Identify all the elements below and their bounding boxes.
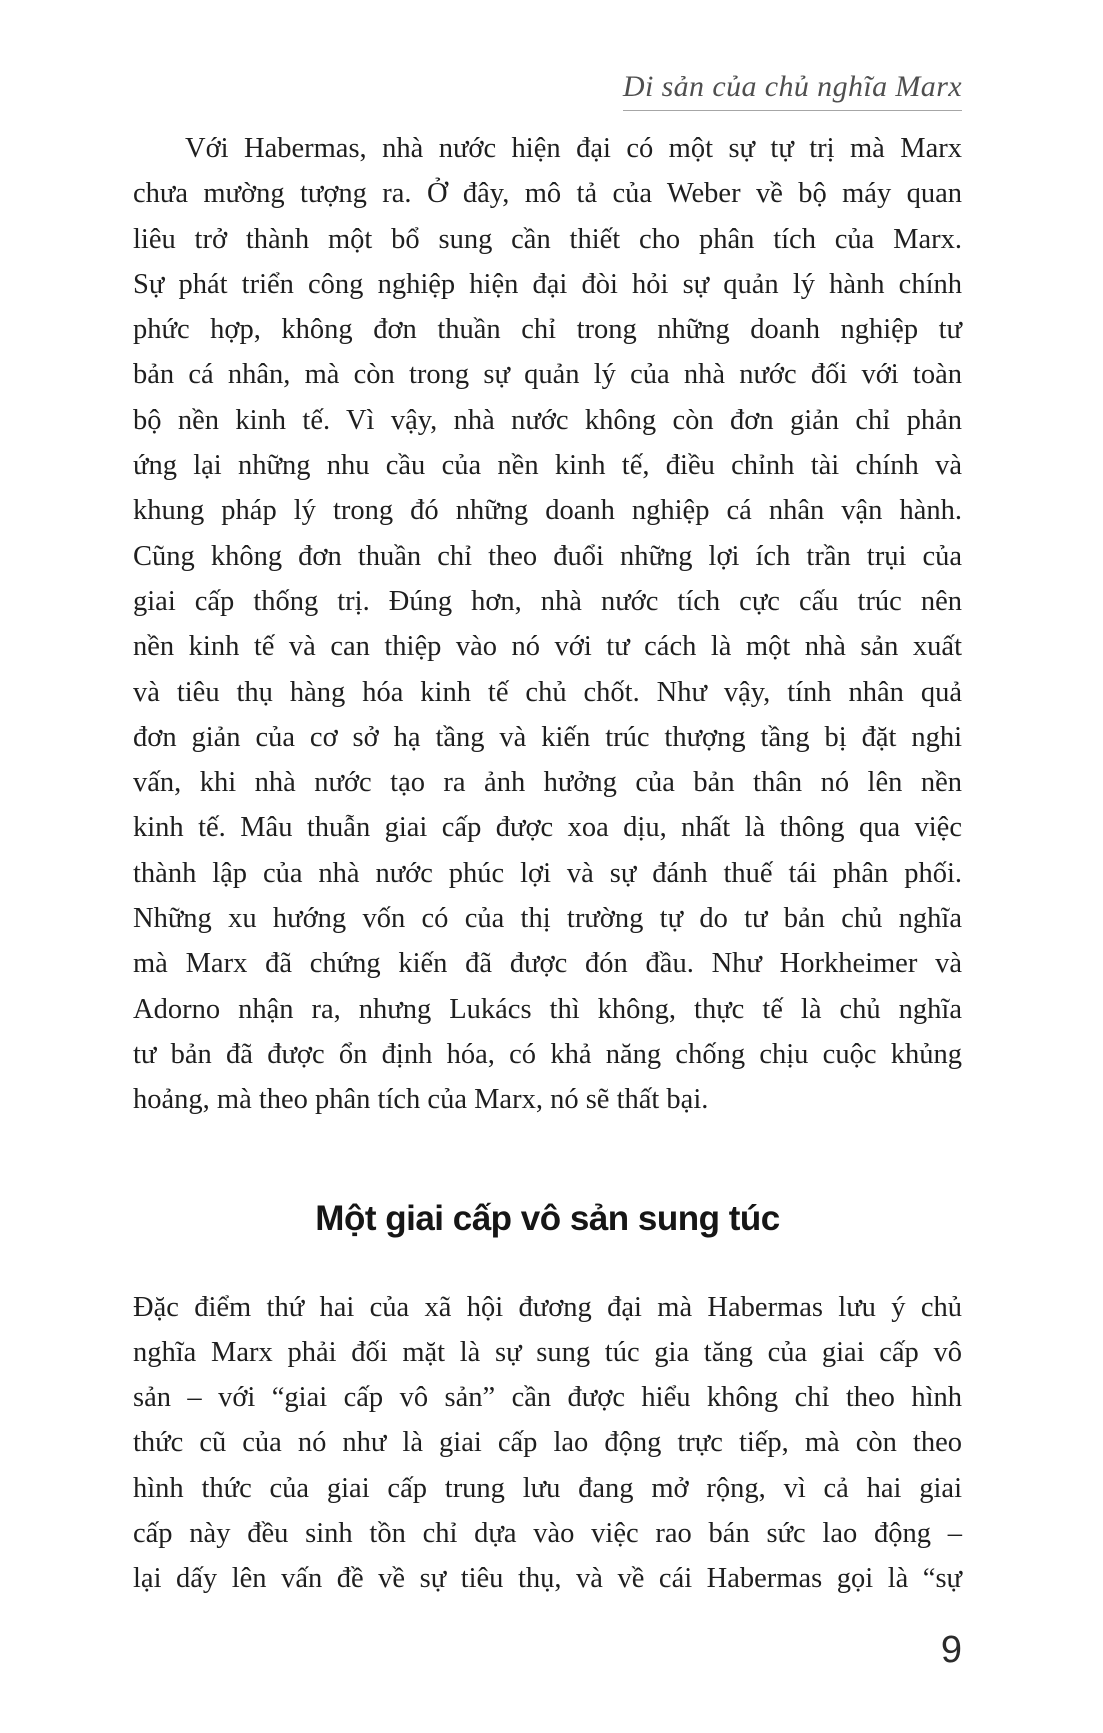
- text-line: liêu trở thành một bổ sung cần thiết cho phân tích của Marx.: [133, 223, 962, 255]
- text-line: chưa mường tượng ra. Ở đây, mô tả của Weber về bộ máy quan: [133, 178, 962, 210]
- text-line: vấn, khi nhà nước tạo ra ảnh hưởng của bản thân nó lên nền: [133, 767, 962, 799]
- text-line: cấp này đều sinh tồn chỉ dựa vào việc rao bán sức lao động –: [133, 1518, 962, 1550]
- text-line: bộ nền kinh tế. Vì vậy, nhà nước không còn đơn giản chỉ phản: [133, 404, 962, 436]
- text-line: và tiêu thụ hàng hóa kinh tế chủ chốt. Như vậy, tính nhân quả: [133, 676, 962, 708]
- text-line: hoảng, mà theo phân tích của Marx, nó sẽ thất bại.: [133, 1084, 709, 1116]
- text-line: tư bản đã được ổn định hóa, có khả năng chống chịu cuộc khủng: [133, 1038, 962, 1070]
- running-header-title: Di sản của chủ nghĩa Marx: [623, 70, 962, 111]
- text-line: ứng lại những nhu cầu của nền kinh tế, điều chỉnh tài chính và: [133, 450, 962, 482]
- text-line: Sự phát triển công nghiệp hiện đại đòi hỏi sự quản lý hành chính: [133, 268, 962, 300]
- text-line: đơn giản của cơ sở hạ tầng và kiến trúc thượng tầng bị đặt nghi: [133, 721, 962, 753]
- paragraph-1: [133, 126, 962, 1123]
- text-line: phức hợp, không đơn thuần chỉ trong những doanh nghiệp tư: [133, 314, 962, 346]
- section-heading: Một giai cấp vô sản sung túc: [315, 1198, 780, 1238]
- text-line: thành lập của nhà nước phúc lợi và sự đánh thuế tái phân phối.: [133, 857, 962, 889]
- text-line: Đặc điểm thứ hai của xã hội đương đại mà Habermas lưu ý chủ: [133, 1291, 962, 1323]
- text-line: hình thức của giai cấp trung lưu đang mở rộng, vì cả hai giai: [133, 1472, 962, 1504]
- text-line: lại dấy lên vấn đề về sự tiêu thụ, và về cái Habermas gọi là “sự: [133, 1563, 962, 1595]
- text-line: thức cũ của nó như là giai cấp lao động trực tiếp, mà còn theo: [133, 1427, 962, 1459]
- text-line: Adorno nhận ra, nhưng Lukács thì không, thực tế là chủ nghĩa: [133, 993, 962, 1025]
- text-line: sản – với “giai cấp vô sản” cần được hiểu không chỉ theo hình: [133, 1382, 962, 1414]
- text-line: Cũng không đơn thuần chỉ theo đuổi những lợi ích trần trụi của: [133, 540, 962, 572]
- running-header: [133, 70, 962, 111]
- text-line: Với Habermas, nhà nước hiện đại có một sự tự trị mà Marx: [185, 133, 962, 164]
- text-line: nghĩa Marx phải đối mặt là sự sung túc gia tăng của giai cấp vô: [133, 1336, 962, 1368]
- text-line: mà Marx đã chứng kiến đã được đón đầu. Như Horkheimer và: [133, 948, 962, 980]
- paragraph-2: [133, 1285, 962, 1602]
- page-number: 9: [940, 1628, 962, 1671]
- text-line: bản cá nhân, mà còn trong sự quản lý của nhà nước đối với toàn: [133, 359, 962, 391]
- text-line: kinh tế. Mâu thuẫn giai cấp được xoa dịu, nhất là thông qua việc: [133, 812, 962, 844]
- text-line: khung pháp lý trong đó những doanh nghiệp cá nhân vận hành.: [133, 495, 962, 527]
- text-line: nền kinh tế và can thiệp vào nó với tư cách là một nhà sản xuất: [133, 631, 962, 663]
- text-line: Những xu hướng vốn có của thị trường tự do tư bản chủ nghĩa: [133, 903, 962, 935]
- text-line: giai cấp thống trị. Đúng hơn, nhà nước tích cực cấu trúc nên: [133, 585, 962, 617]
